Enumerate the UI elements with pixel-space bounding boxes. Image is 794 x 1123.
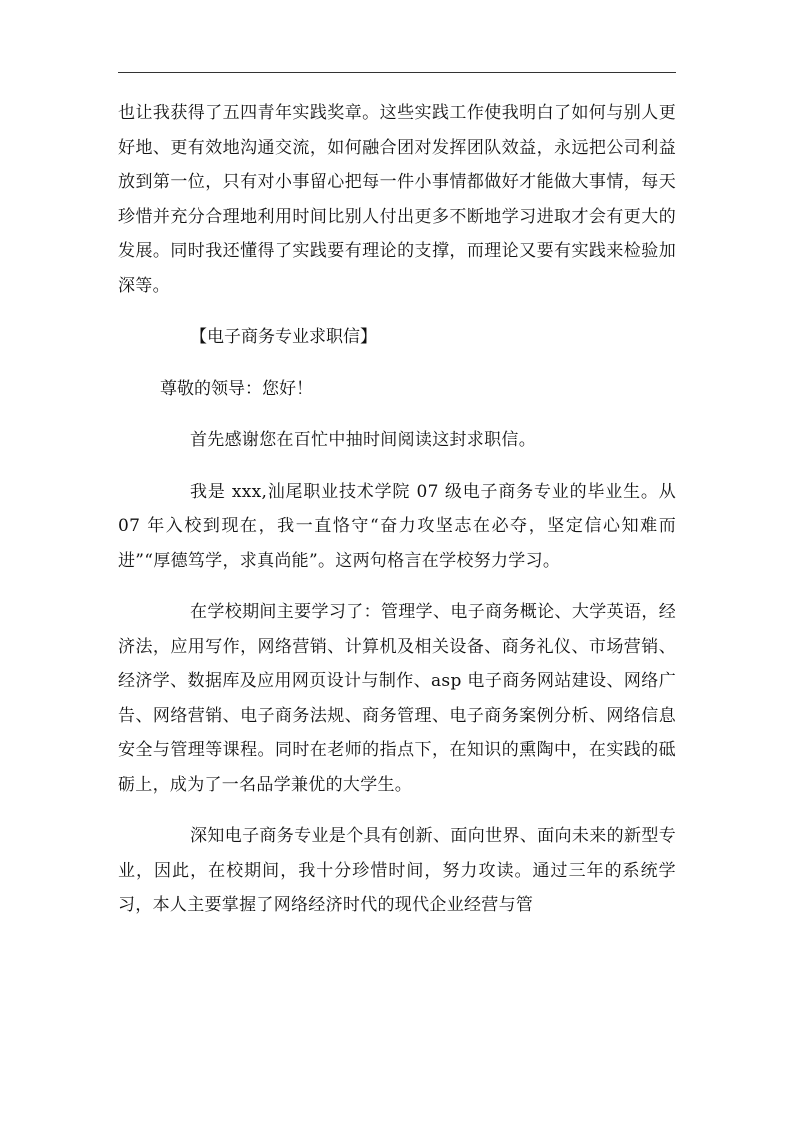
- paragraph-courses: 在学校期间主要学习了：管理学、电子商务概论、大学英语，经济法，应用写作，网络营销、计算机及相关设备、商务礼仪、市场营销、经济学、数据库及应用网页设计与制作、asp 电子商务网站建设、网络广告、网络营销、电子商务法规、商务管理、电子商务案例分析、网络信息安全与管理等课程。同时在老师的指点下，在知识的熏陶中，在实践的砥砺上，成为了一名品学兼优的大学生。: [118, 602, 676, 795]
- paragraph-practice-summary: 也让我获得了五四青年实践奖章。这些实践工作使我明白了如何与别人更好地、更有效地沟通交流，如何融合团对发挥团队效益，永远把公司利益放到第一位，只有对小事留心把每一件小事情都做好才能做大事情，每天珍惜并充分合理地利用时间比别人付出更多不断地学习进取才会有更大的发展。同时我还懂得了实践要有理论的支撑，而理论又要有实践来检验加深等。: [118, 103, 676, 296]
- header-rule: [118, 72, 676, 73]
- document-body: [118, 96, 676, 940]
- salutation: 尊敬的领导：您好！: [160, 378, 313, 399]
- paragraph-introduction: 我是 xxx,汕尾职业技术学院 07 级电子商务专业的毕业生。从 07 年入校到现在，我一直恪守“奋力攻坚志在必夺，坚定信心知难而进”“厚德笃学，求真尚能”。这两句格言在学校努力学习。: [118, 481, 676, 571]
- paragraph-thanks: 首先感谢您在百忙中抽时间阅读这封求职信。: [190, 430, 536, 450]
- paragraph-major-description: 深知电子商务专业是个具有创新、面向世界、面向未来的新型专业，因此，在校期间，我十分珍惜时间，努力攻读。通过三年的系统学习，本人主要掌握了网络经济时代的现代企业经营与管: [118, 826, 676, 915]
- section-heading: 【电子商务专业求职信】: [190, 327, 377, 347]
